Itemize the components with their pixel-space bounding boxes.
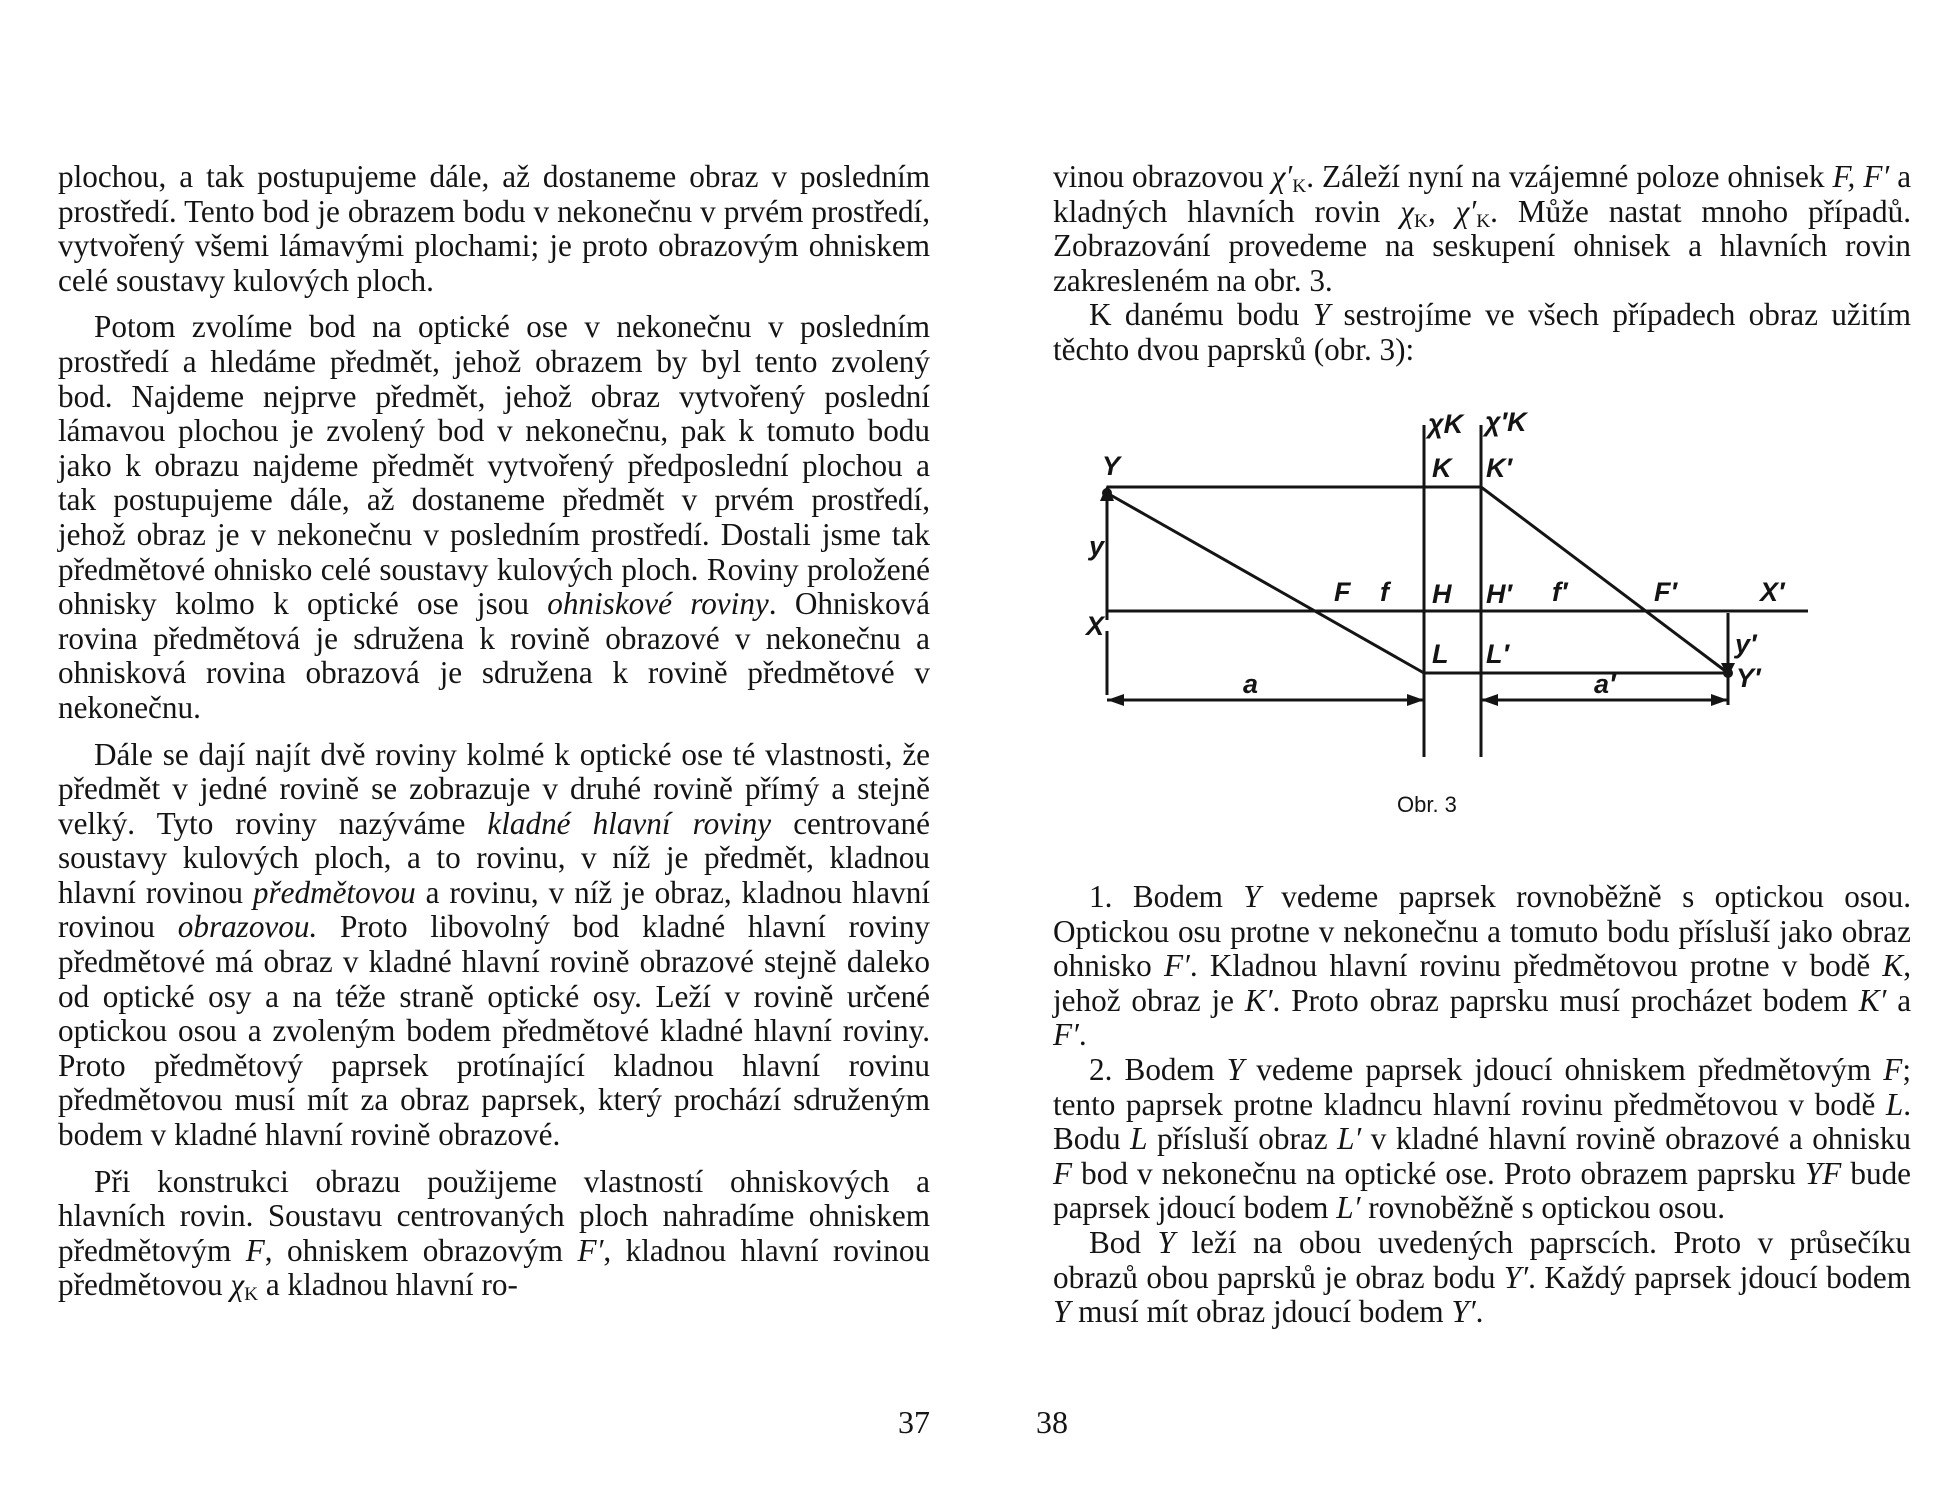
label-chi-k: χK	[1428, 409, 1464, 439]
label-a: a	[1243, 669, 1259, 699]
left-text-column	[58, 159, 931, 1306]
label-X-prime: X′	[1760, 577, 1785, 607]
paragraph-8: 2. Bodem Y vedeme paprsek jdoucí ohniskem předmětovým F; tento paprsek protne kladncu hlavní rovinu předmětovou v bodě L. Bodu L přísluší obraz L′ v kladné hlavní rovině obrazové a ohnisku F bod v nekonečnu na optické ose. Proto obrazem paprsku YF bude paprsek jdoucí bodem L′ rovnoběžně s optickou osou.	[1053, 1051, 1912, 1226]
paragraph-6: K danému bodu Y sestrojíme ve všech případech obraz užitím těchto dvou paprsků (obr. 3):	[1053, 297, 1912, 367]
label-Y: Y	[1102, 451, 1121, 481]
arrowhead-a-prime-left	[1481, 694, 1498, 706]
paragraph-4: Při konstrukci obrazu použijeme vlastností ohniskových a hlavních rovin. Soustavu centrovaných ploch nahradíme ohniskem předmětovým F, ohniskem obrazovým F′, kladnou hlavní rovinou předmětovou $\chi_K$ a kladnou hlavní ro-	[58, 1163, 931, 1306]
label-L: L	[1432, 639, 1449, 669]
paragraph-7: 1. Bodem Y vedeme paprsek rovnoběžně s optickou osou. Optickou osu protne v nekonečnu a tomuto bodu přísluší jako obraz ohnisko F′. Kladnou hlavní rovinu předmětovou protne v bodě K, jehož obraz je K′. Proto obraz paprsku musí procházet bodem K′ a F′.	[1053, 879, 1912, 1053]
label-F-prime: F′	[1654, 577, 1677, 607]
label-F: F	[1334, 577, 1351, 607]
figure-caption: Obr. 3	[1397, 792, 1457, 817]
label-H: H	[1432, 579, 1452, 609]
term-obrazovou: obrazovou.	[177, 909, 318, 945]
label-Y-prime: Y′	[1736, 663, 1761, 693]
right-text-column-bottom	[1053, 880, 1911, 1330]
arrowhead-a-prime-right	[1711, 694, 1728, 706]
label-L-prime: L′	[1486, 639, 1509, 669]
page-number-left: 37	[898, 1404, 930, 1440]
paragraph-5: vinou obrazovou $\chi'_K$. Záleží nyní na vzájemné poloze ohnisek F, F′ a kladných hlavních rovin $\chi_K$, $\chi'_K$. Může nastat mnoho případů. Zobrazování provedeme na seskupení ohnisek a hlavních rovin zakresleném na obr. 3.	[1053, 159, 1912, 298]
arrowhead-a-left	[1107, 694, 1124, 706]
label-y: y	[1089, 531, 1105, 561]
term-kladne-hlavni-roviny: kladné hlavní roviny	[487, 805, 772, 841]
label-K: K	[1432, 453, 1452, 483]
paragraph-3: Dále se dají najít dvě roviny kolmé k optické ose té vlastnosti, že předmět v jedné rovině se zobrazuje v druhé rovině přímý a stejně velký. Tyto roviny nazýváme kladné hlavní roviny centrované soustavy kulových ploch, a to rovinu, v níž je předmět, kladnou hlavní rovinou předmětovou a rovinu, v níž je obraz, kladnou hlavní rovinou obrazovou. Proto libovolný bod kladné hlavní roviny předmětové má obraz v kladné hlavní rovině obrazové stejně daleko od optické osy a na téže straně optické osy. Leží v rovině určené optickou osou a zvoleným bodem předmětové kladné hlavní roviny. Proto předmětový paprsek protínající kladnou hlavní rovinu předmětovou musí mít za obraz paprsek, který prochází sdruženým bodem v kladné hlavní rovině obrazové.	[58, 736, 931, 1153]
label-X: X	[1086, 611, 1105, 641]
paragraph-9: Bod Y leží na obou uvedených paprscích. Proto v průsečíku obrazů obou paprsků je obraz bodu Y′. Každý paprsek jdoucí bodem Y musí mít obraz jdoucí bodem Y′.	[1053, 1224, 1912, 1330]
term-predmetovou: předmětovou	[252, 874, 416, 910]
label-K-prime: K′	[1486, 453, 1512, 483]
right-page	[977, 0, 1954, 1501]
optics-figure	[1088, 405, 1808, 785]
arrowhead-a-right	[1407, 694, 1424, 706]
optics-diagram	[1088, 405, 1808, 785]
right-text-column-top	[1053, 160, 1911, 368]
paragraph-1: plochou, a tak postupujeme dále, až dostaneme obraz v posledním prostředí. Tento bod je obrazem bodu v nekonečnu v prvém prostředí, vytvořený všemi lámavými plochami; je proto obrazovým ohniskem celé soustavy kulových ploch.	[58, 159, 930, 298]
label-a-prime: a′	[1594, 669, 1616, 699]
ray-through-f	[1107, 493, 1424, 673]
label-H-prime: H′	[1486, 579, 1512, 609]
label-y-prime: y′	[1735, 629, 1757, 659]
label-chi-k-prime: χ′K	[1485, 407, 1527, 437]
paragraph-2: Potom zvolíme bod na optické ose v nekonečnu v posledním prostředí a hledáme předmět, jehož obrazem by byl tento zvolený bod. Najdeme nejprve předmět, jehož obraz vytvořený poslední lámavou plochou je zvolený bod v nekonečnu, pak k tomuto bodu jako k obrazu najdeme předmět vytvořený předposlední plochou a tak postupujeme dále, až dostaneme předmět v prvém prostředí, jehož obraz je v nekonečnu v posledním prostředí. Dostali jsme tak předmětové ohnisko celé soustavy kulových ploch. Roviny proložené ohnisky kolmo k optické ose jsou ohniskové roviny. Ohnisková rovina předmětová je sdružena k rovině obrazové v nekonečnu a ohnisková rovina obrazová je sdružena k rovině předmětové v nekonečnu.	[58, 309, 930, 725]
ray-image-through-f-prime	[1481, 487, 1728, 673]
label-f-prime: f′	[1552, 577, 1568, 607]
page-number-right: 38	[1036, 1404, 1068, 1440]
label-f: f	[1380, 577, 1389, 607]
term-ohniskove-roviny: ohniskové roviny	[547, 586, 769, 622]
